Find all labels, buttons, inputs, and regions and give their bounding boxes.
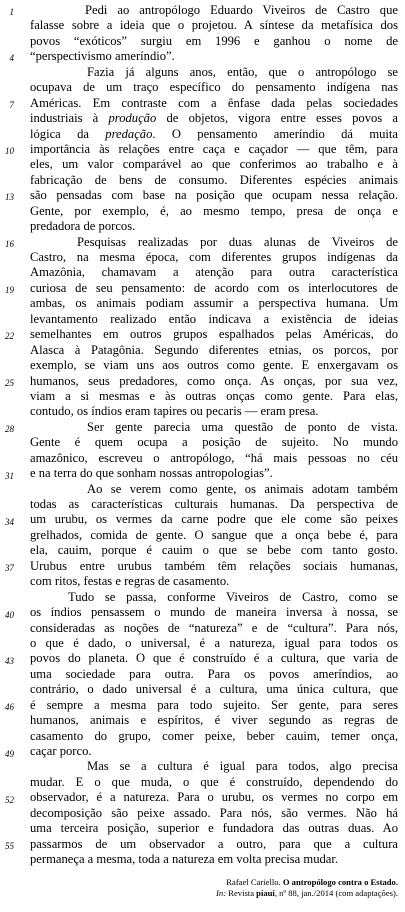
text-line: consideradas as noções de “natureza” e de “cultura”. Para nós, bbox=[30, 620, 398, 635]
text-line: Castro, na mesma época, com diferentes grupos indígenas da bbox=[30, 250, 398, 264]
line-number: 7 bbox=[9, 99, 14, 110]
text-line: passarmos de um observador a outro, para que a cultura bbox=[30, 836, 398, 851]
article-body bbox=[30, 3, 398, 868]
text-line: Gente é quem ocupa a posição de sujeito. No mundo bbox=[30, 435, 398, 450]
line-number: 13 bbox=[5, 192, 14, 203]
text-line: Tudo se passa, conforme Viveiros de Castro, como se bbox=[68, 589, 398, 604]
text-line: Gente, por exemplo, é, ao mesmo tempo, presa de onça e bbox=[30, 203, 398, 218]
text-line: os índios pensassem o mundo de maneira inversa à nossa, se bbox=[30, 605, 398, 620]
text-line: com ritos, festas e regras de casamento. bbox=[30, 574, 230, 589]
text-line: o que é dado, o universal, é a natureza, igual para todos os bbox=[30, 635, 398, 650]
line-number: 37 bbox=[5, 563, 14, 574]
text-line: ocupava de um traço específico do pensamento indígena nas bbox=[30, 80, 398, 95]
text-line: fabricação de bens de consumo. Diferentes espécies animais bbox=[30, 172, 398, 187]
text-line: Alasca à Patagônia. Segundo diferentes etnias, os porcos, por bbox=[30, 342, 398, 357]
text-line: povos “exóticos” surgiu em 1996 e ganhou o nome de bbox=[30, 33, 398, 48]
text-line: exemplo, se viam uns aos outros como gente. E enxergavam os bbox=[30, 358, 398, 373]
source-citation bbox=[216, 877, 398, 898]
text-line: ela, cauim, porque é cauim o que se bebe com tanto gosto. bbox=[30, 543, 398, 558]
text-line: casamento do grupo, comer peixe, beber cauim, temer onça, bbox=[30, 728, 398, 743]
citation-title: O antropólogo contra o Estado. bbox=[282, 877, 398, 887]
text-line: curiosa de seu pensamento: de acordo com os interlocutores de bbox=[30, 280, 398, 295]
line-number: 28 bbox=[5, 424, 14, 435]
text-line: povos do planeta. O que é construído é a cultura, que varia de bbox=[30, 651, 398, 666]
text-line: Urubus entre urubus também têm relações sociais humanas, bbox=[30, 558, 398, 573]
text-line: Pesquisas realizadas por duas alunas de Viveiros de bbox=[77, 234, 398, 249]
citation-magazine: piauí bbox=[256, 887, 275, 898]
text-line: eles, um valor comparável ao que conferimos ao trabalho e à bbox=[30, 157, 398, 172]
text-line: uma sociedade para outra. Para os povos ameríndios, ao bbox=[30, 666, 398, 681]
text-line: permaneça a mesma, toda a natureza em volta precisa mudar. bbox=[30, 852, 339, 867]
citation-rest: Revista bbox=[228, 887, 255, 898]
text-line: um urubu, os vermes da carne podre que ele come são peixes bbox=[30, 512, 398, 527]
text-line: industriais à produção de objetos, vigora entre esses povos a bbox=[30, 111, 399, 126]
text-line: caçar porco. bbox=[30, 744, 92, 758]
text-line: semelhantes em outros grupos espalhados pelas Américas, do bbox=[30, 327, 398, 342]
text-line: Américas. Em contraste com a ênfase dada pelas sociedades bbox=[30, 95, 398, 110]
line-number: 49 bbox=[5, 748, 14, 759]
line-number: 31 bbox=[5, 470, 14, 481]
line-number: 4 bbox=[9, 53, 14, 64]
line-number: 52 bbox=[5, 794, 14, 805]
text-line: levantamento realizado então indicava a existência de ideias bbox=[30, 311, 398, 326]
text-line: mudar. E o que muda, o que é construído, dependendo do bbox=[30, 774, 398, 789]
text-line: importância às relações entre caça e caçador — que têm, para bbox=[30, 141, 398, 156]
line-number: 16 bbox=[5, 238, 14, 249]
line-number: 10 bbox=[5, 146, 14, 157]
line-number: 55 bbox=[5, 841, 14, 852]
text-line: viam a si mesmas e às outras onças como gente. Para elas, bbox=[30, 388, 398, 403]
text-line: contrário, o dado universal é a cultura, uma única cultura, que bbox=[30, 682, 398, 697]
text-line: decomposição são peixe assado. Para nós, são vermes. Não há bbox=[30, 805, 398, 820]
text-line: grelhados, comida de gente. O sangue que a onça bebe é, para bbox=[30, 527, 398, 542]
text-line: e na terra do que sonham nossas antropologias”. bbox=[30, 466, 273, 481]
text-line: observador, é a natureza. Para o urubu, os vermes no corpo em bbox=[30, 790, 398, 805]
line-number: 19 bbox=[5, 285, 14, 296]
line-number: 43 bbox=[5, 655, 14, 666]
text-line: humanos, animais e espíritos, é viver segundo as regras de bbox=[30, 713, 398, 728]
text-line: amazônico, escreveu o antropólogo, “há mais pessoas no céu bbox=[30, 450, 398, 465]
text-line: são pensadas com base na posição que ocupam nessa relação. bbox=[30, 188, 398, 203]
text-line: contudo, os índios eram tapires ou pecaris — eram presa. bbox=[30, 404, 319, 419]
text-line: Amazônia, chamavam a atenção para outra característica bbox=[30, 265, 398, 280]
text-line: Ser gente parecia uma questão de ponto de vista. bbox=[87, 419, 398, 434]
citation-details: , nº 88, jan./2014 (com adaptações). bbox=[274, 887, 398, 898]
text-line: “perspectivismo ameríndio”. bbox=[30, 49, 175, 64]
citation-author: Rafael Cariello. bbox=[226, 877, 281, 887]
text-line: lógica da predação. O pensamento ameríndio dá muita bbox=[30, 126, 398, 141]
line-number: 34 bbox=[5, 516, 14, 527]
text-line: uma terceira posição, superior e fundadora das outras duas. Ao bbox=[30, 821, 398, 836]
citation-in-label: In: bbox=[216, 887, 227, 898]
line-number: 1 bbox=[9, 7, 14, 17]
citation-line-1 bbox=[216, 877, 398, 888]
text-line: Pedi ao antropólogo Eduardo Viveiros de Castro que bbox=[85, 3, 398, 17]
line-number: 46 bbox=[5, 702, 14, 713]
text-line: humanos, seus predadores, como onça. As onças, por sua vez, bbox=[30, 373, 398, 388]
text-line: Mas se a cultura é igual para todos, algo precisa bbox=[87, 759, 398, 774]
line-number: 40 bbox=[5, 609, 14, 620]
text-line: ambas, os animais podiam assumir a perspectiva humana. Um bbox=[30, 296, 398, 311]
text-line: é sempre a mesma para todo sujeito. Ser gente, para seres bbox=[30, 697, 398, 712]
line-number: 22 bbox=[5, 331, 14, 342]
text-line: Fazia já alguns anos, então, que o antropólogo se bbox=[87, 64, 398, 79]
text-line: predadora de porcos. bbox=[30, 219, 136, 234]
text-line: todas as características culturais humanas. Da perspectiva de bbox=[30, 497, 398, 511]
text-line: falasse sobre a ideia que o projetou. A síntese da metafísica dos bbox=[30, 18, 398, 33]
citation-line-2 bbox=[216, 888, 398, 899]
text-line: Ao se verem como gente, os animais adotam também bbox=[87, 481, 398, 496]
line-number: 25 bbox=[5, 377, 14, 388]
